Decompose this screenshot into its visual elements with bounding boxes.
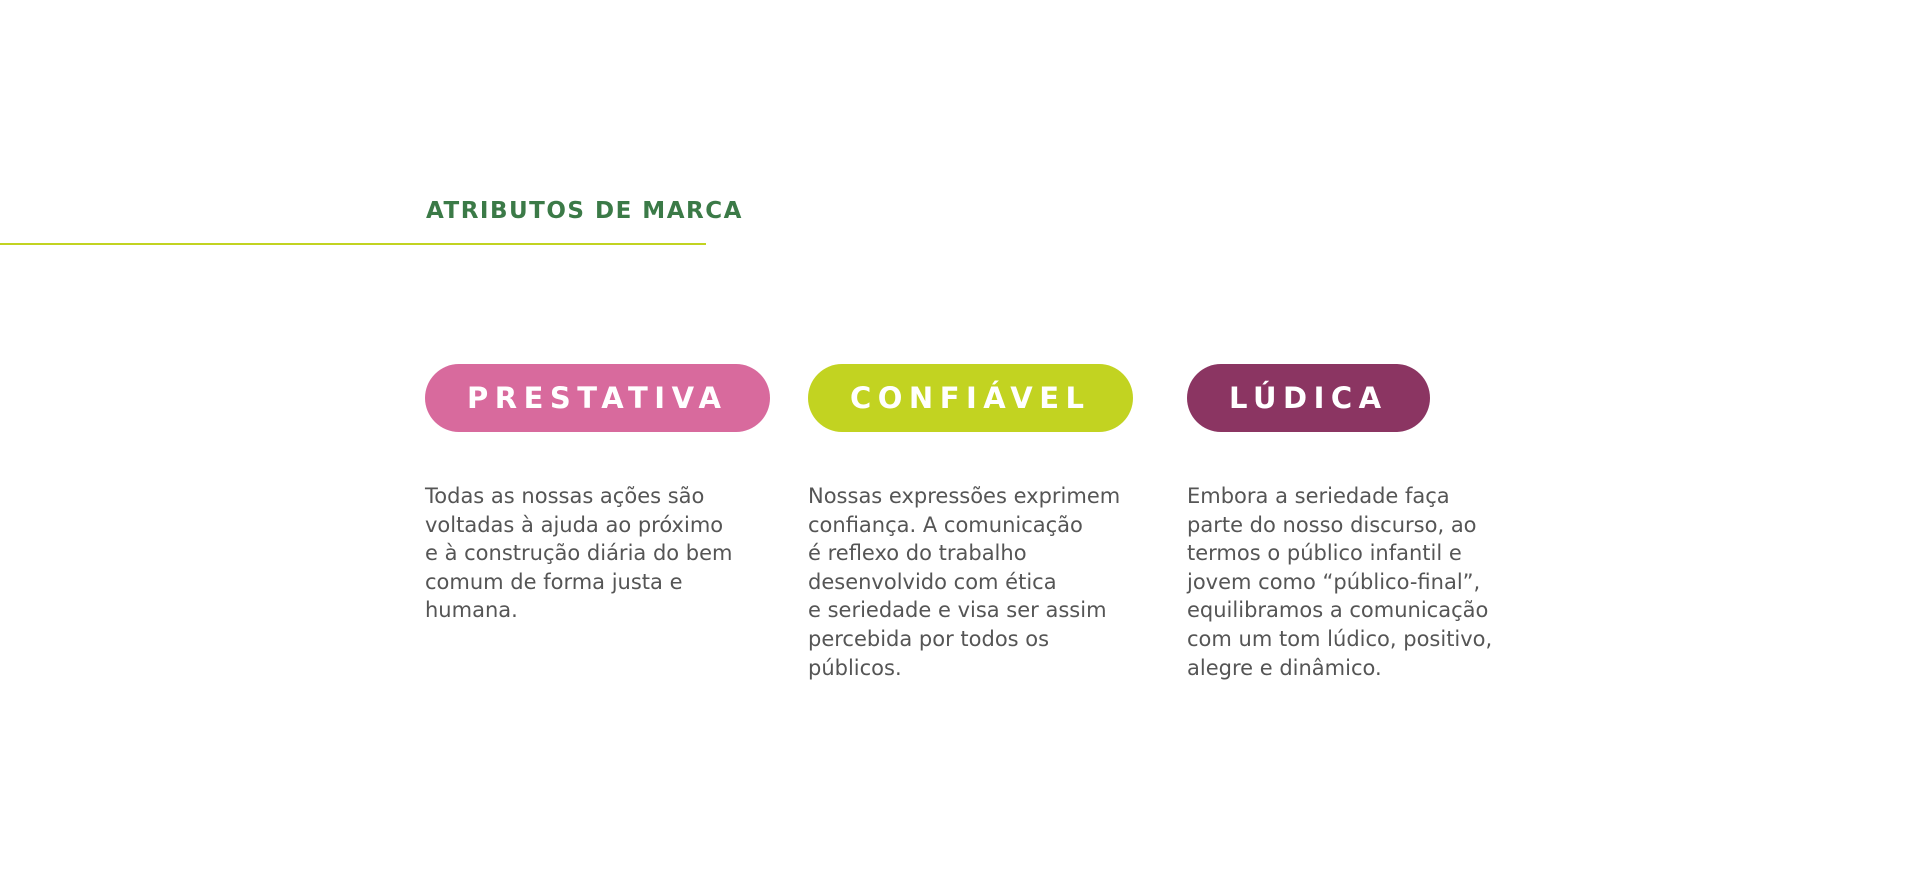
attribute-badge-confiavel: CONFIÁVEL (808, 364, 1133, 432)
attribute-description-prestativa: Todas as nossas ações são voltadas à ajuda ao próximo e à construção diária do bem comum de forma justa e humana. (425, 484, 733, 623)
attribute-description-confiavel: Nossas expressões exprimem confiança. A comunicação é reflexo do trabalho desenvolvido com ética e seriedade e visa ser assim percebida por todos os públicos. (808, 484, 1121, 680)
attribute-prestativa (425, 364, 770, 625)
section-title: ATRIBUTOS DE MARCA (426, 198, 743, 224)
attribute-ludica (1187, 364, 1492, 682)
attribute-confiavel (808, 364, 1133, 682)
attribute-description-ludica: Embora a seriedade faça parte do nosso discurso, ao termos o público infantil e jovem como “público-final”, equilibramos a comunicação com um tom lúdico, positivo, alegre e dinâmico. (1187, 484, 1493, 680)
attribute-badge-ludica: LÚDICA (1187, 364, 1430, 432)
attribute-badge-prestativa: PRESTATIVA (425, 364, 770, 432)
title-divider (0, 243, 706, 245)
